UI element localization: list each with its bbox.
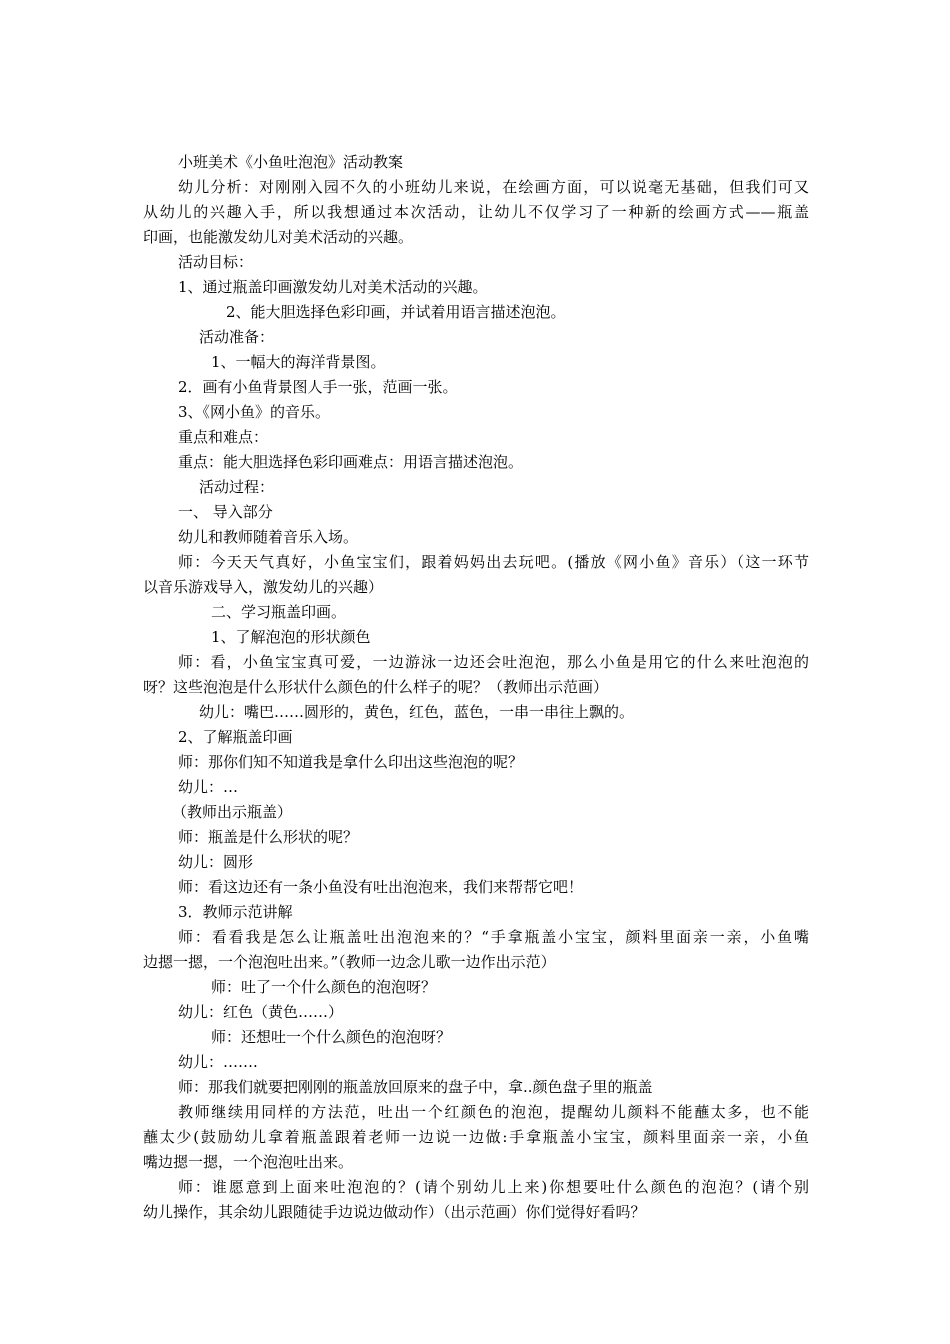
section-heading: 活动过程： — [199, 478, 275, 496]
paragraph-line: 幼儿操作，其余幼儿跟随徒手边说边做动作）（出示范画）你们觉得好看吗？ — [143, 1203, 646, 1221]
paragraph-line: 师：今天天气真好，小鱼宝宝们，跟着妈妈出去玩吧。(播放《网小鱼》音乐）（这一环节 — [178, 553, 809, 571]
paragraph-line: 边摁一摁，一个泡泡吐出来。”（教师一边念儿歌一边作出示范） — [143, 953, 556, 971]
paragraph-line: 以音乐游戏导入，激发幼儿的兴趣） — [143, 578, 384, 596]
paragraph-line: 幼儿：红色（黄色……） — [178, 1003, 344, 1021]
paragraph-line: 师：谁愿意到上面来吐泡泡的？(请个别幼儿上来)你想要吐什么颜色的泡泡？(请个别 — [178, 1178, 809, 1196]
section-heading: 活动准备： — [199, 328, 275, 346]
paragraph-line: 幼儿分析：对刚刚入园不久的小班幼儿来说，在绘画方面，可以说毫无基础，但我们可又 — [178, 178, 809, 196]
paragraph-line: 幼儿和教师随着音乐入场。 — [178, 528, 359, 546]
section-heading: 重点和难点： — [178, 428, 269, 446]
list-item: 2、能大胆选择色彩印画，并试着用语言描述泡泡。 — [226, 303, 566, 321]
paragraph-line: 蘸太少(鼓励幼儿拿着瓶盖跟着老师一边说一边做:手拿瓶盖小宝宝，颜料里面亲一亲，小鱼 — [143, 1128, 809, 1146]
paragraph-line: 幼儿：……. — [178, 1053, 258, 1071]
paragraph-line: 重点：能大胆选择色彩印画难点：用语言描述泡泡。 — [178, 453, 524, 471]
list-item: 1、了解泡泡的形状颜色 — [211, 628, 371, 646]
section-heading: 活动目标： — [178, 253, 254, 271]
paragraph-line: 幼儿：嘴巴……圆形的，黄色，红色，蓝色，一串一串往上飘的。 — [199, 703, 635, 721]
paragraph-line: 呀？这些泡泡是什么形状什么颜色的什么样子的呢？（教师出示范画） — [143, 678, 609, 696]
paragraph-line: 师：那我们就要把刚刚的瓶盖放回原来的盘子中，拿..颜色盘子里的瓶盖 — [178, 1078, 653, 1096]
list-item: 1、一幅大的海洋背景图。 — [211, 353, 386, 371]
paragraph-line: 师：那你们知不知道我是拿什么印出这些泡泡的呢？ — [178, 753, 524, 771]
section-heading: 一、 导入部分 — [178, 503, 273, 521]
list-item: 3、《网小鱼》的音乐。 — [178, 403, 331, 421]
list-item: 2．画有小鱼背景图人手一张，范画一张。 — [178, 378, 458, 396]
document-title: 小班美术《小鱼吐泡泡》活动教案 — [178, 153, 404, 171]
list-item: 1、通过瓶盖印画激发幼儿对美术活动的兴趣。 — [178, 278, 488, 296]
paragraph-line: （教师出示瓶盖） — [172, 803, 293, 821]
paragraph-line: 教师继续用同样的方法范，吐出一个红颜色的泡泡，提醒幼儿颜料不能蘸太多，也不能 — [178, 1103, 809, 1121]
paragraph-line: 幼儿：… — [178, 778, 239, 796]
paragraph-line: 师：还想吐一个什么颜色的泡泡呀？ — [211, 1028, 452, 1046]
paragraph-line: 嘴边摁一摁，一个泡泡吐出来。 — [143, 1153, 354, 1171]
list-item: 2、了解瓶盖印画 — [178, 728, 293, 746]
paragraph-line: 师：瓶盖是什么形状的呢？ — [178, 828, 359, 846]
paragraph-line: 从幼儿的兴趣入手，所以我想通过本次活动，让幼儿不仅学习了一种新的绘画方式——瓶盖 — [143, 203, 809, 221]
paragraph-line: 印画，也能激发幼儿对美术活动的兴趣。 — [143, 228, 414, 246]
section-heading: 二、学习瓶盖印画。 — [211, 603, 347, 621]
paragraph-line: 幼儿：圆形 — [178, 853, 254, 871]
list-item: 3．教师示范讲解 — [178, 903, 293, 921]
paragraph-line: 师：吐了一个什么颜色的泡泡呀？ — [211, 978, 437, 996]
paragraph-line: 师：看看我是怎么让瓶盖吐出泡泡来的？“手拿瓶盖小宝宝，颜料里面亲一亲，小鱼嘴 — [178, 928, 809, 946]
paragraph-line: 师：看，小鱼宝宝真可爱，一边游泳一边还会吐泡泡，那么小鱼是用它的什么来吐泡泡的 — [178, 653, 809, 671]
paragraph-line: 师：看这边还有一条小鱼没有吐出泡泡来，我们来帮帮它吧！ — [178, 878, 584, 896]
